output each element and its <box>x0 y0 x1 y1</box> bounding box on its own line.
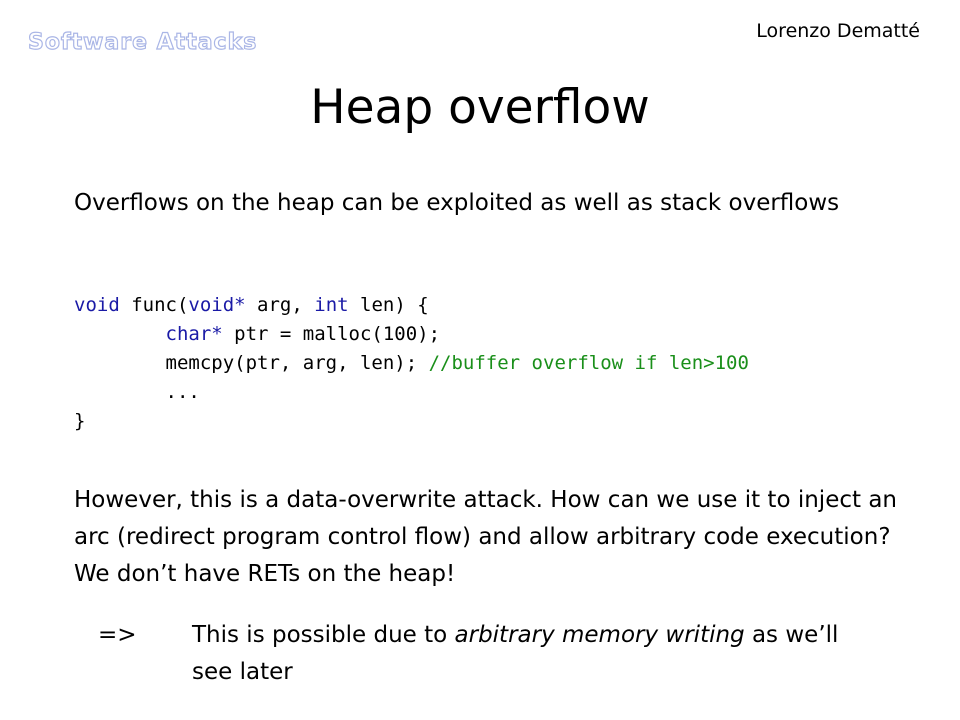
code-line-2 <box>74 320 749 349</box>
author-name: Lorenzo Dematté <box>756 20 920 42</box>
code-indent <box>74 323 166 345</box>
code-text: memcpy(ptr, arg, len); <box>74 352 429 374</box>
intro-paragraph: Overflows on the heap can be exploited as well as stack overflows <box>74 190 840 216</box>
keyword: void* <box>188 294 246 316</box>
arrow-marker: => <box>98 622 137 648</box>
code-line-4: ... <box>74 381 200 403</box>
code-text: func( <box>119 294 189 316</box>
note-emphasis: arbitrary memory writing <box>454 622 745 648</box>
code-line-5: } <box>74 410 86 432</box>
question-paragraph: However, this is a data-overwrite attack. How can we use it to inject an arc (redirect program control flow) and allow arbitrary code execution? We don’t have RETs on the heap! <box>74 487 897 587</box>
code-line-3 <box>74 349 749 378</box>
keyword: void <box>74 294 120 316</box>
note-text: as we’ll see later <box>192 622 839 685</box>
code-block <box>74 291 749 436</box>
note-text: This is possible due to <box>192 622 455 648</box>
slide-title: Heap overflow <box>310 80 650 135</box>
note-paragraph <box>192 617 872 691</box>
code-text: ptr = malloc(100); <box>222 323 441 345</box>
code-text: len) { <box>348 294 429 316</box>
brand-logo-text: Software Attacks <box>28 30 258 55</box>
keyword: char* <box>165 323 223 345</box>
code-text: arg, <box>245 294 315 316</box>
code-comment: //buffer overflow if len>100 <box>428 352 749 374</box>
keyword: int <box>314 294 349 316</box>
code-line-1 <box>74 291 749 320</box>
